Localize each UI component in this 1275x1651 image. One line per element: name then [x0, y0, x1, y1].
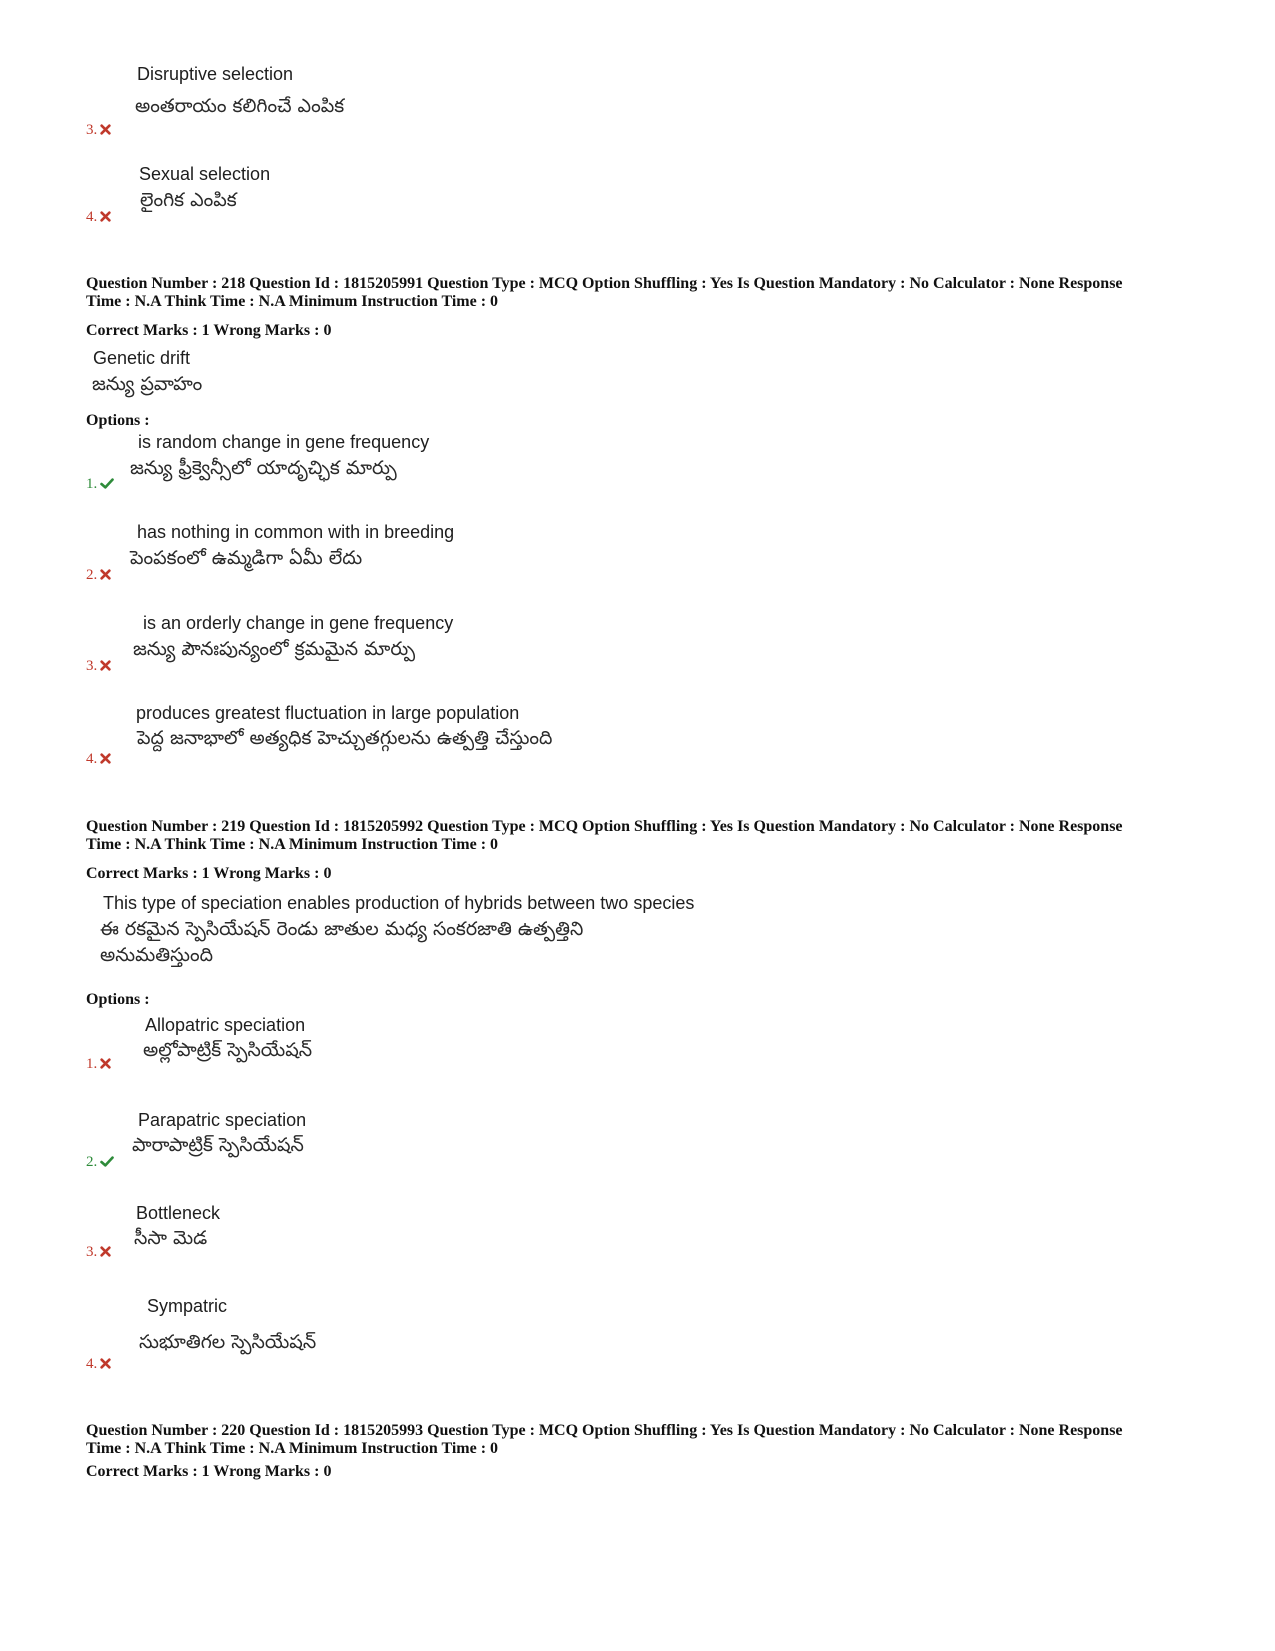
q219-meta — [86, 818, 1196, 854]
q218-meta-line1: Question Number : 218 Question Id : 1815205991 Question Type : MCQ Option Shuffling : Yes Is Question Mandatory : No Calculator : None Response — [86, 275, 1123, 292]
q218-option-3-text-te: జన్యు పౌనఃపున్యంలో క్రమమైన మార్పు — [133, 638, 416, 660]
q220-meta — [86, 1422, 1196, 1458]
option-number-label: 1. — [86, 1056, 98, 1072]
q218-option-2-text-te: పెంపకంలో ఉమ్మడిగా ఏమీ లేదు — [130, 547, 363, 569]
q218-option-4-text-en: produces greatest fluctuation in large population — [136, 703, 520, 723]
q218-meta-line2: Time : N.A Think Time : N.A Minimum Instruction Time : 0 — [86, 293, 499, 310]
q219-option-3-text-te: సీసా మెడ — [134, 1227, 208, 1249]
q219-question-te-line1: ఈ రకమైన స్పెసియేషన్ రెండు జాతుల మధ్య సంకరజాతి ఉత్పత్తిని — [100, 918, 584, 940]
q218-option-1-text-te: జన్యు ఫ్రీక్వెన్సీలో యాదృచ్ఛిక మార్పు — [130, 457, 397, 479]
q217-option-3-text-en: Disruptive selection — [137, 64, 294, 84]
option-number-label: 2. — [86, 1154, 98, 1170]
q218-options-label: Options : — [86, 412, 150, 429]
wrong-cross-icon — [100, 1246, 111, 1257]
option-number-label: 3. — [86, 122, 98, 138]
q219-options-label: Options : — [86, 991, 150, 1008]
wrong-cross-icon — [100, 569, 111, 580]
wrong-cross-icon — [100, 211, 111, 222]
q217-option-4-text-te: లైంగిక ఎంపిక — [140, 189, 237, 211]
wrong-cross-icon — [100, 124, 111, 135]
q218-option-3-text-en: is an orderly change in gene frequency — [143, 613, 454, 633]
q219-option-1-number — [86, 1056, 111, 1073]
q218-question-en: Genetic drift — [93, 348, 191, 368]
q219-option-1-text-en: Allopatric speciation — [145, 1015, 306, 1035]
option-number-label: 4. — [86, 1356, 98, 1372]
wrong-cross-icon — [100, 1058, 111, 1069]
q218-option-2-number — [86, 567, 111, 584]
q220-marks: Correct Marks : 1 Wrong Marks : 0 — [86, 1463, 332, 1480]
q219-meta-line2: Time : N.A Think Time : N.A Minimum Instruction Time : 0 — [86, 836, 499, 853]
correct-check-icon — [100, 478, 114, 489]
q218-option-1-text-en: is random change in gene frequency — [138, 432, 430, 452]
q219-option-4-text-en: Sympatric — [147, 1296, 228, 1316]
q220-meta-line1: Question Number : 220 Question Id : 1815205993 Question Type : MCQ Option Shuffling : Yes Is Question Mandatory : No Calculator : None Response — [86, 1422, 1123, 1439]
q218-option-1-number — [86, 476, 114, 493]
q218-marks: Correct Marks : 1 Wrong Marks : 0 — [86, 322, 332, 339]
q219-option-4-number — [86, 1356, 111, 1373]
q219-meta-line1: Question Number : 219 Question Id : 1815205992 Question Type : MCQ Option Shuffling : Yes Is Question Mandatory : No Calculator : None Response — [86, 818, 1123, 835]
q219-option-3-text-en: Bottleneck — [136, 1203, 221, 1223]
q218-option-4-number — [86, 751, 111, 768]
q219-option-4-text-te: సుభూతిగల స్పెసియేషన్ — [139, 1331, 317, 1353]
option-number-label: 2. — [86, 567, 98, 583]
q218-option-4-text-te: పెద్ద జనాభాలో అత్యధిక హెచ్చుతగ్గులను ఉత్పత్తి చేస్తుంది — [137, 727, 553, 749]
q219-option-2-text-en: Parapatric speciation — [138, 1110, 307, 1130]
q219-marks: Correct Marks : 1 Wrong Marks : 0 — [86, 865, 332, 882]
wrong-cross-icon — [100, 753, 111, 764]
q219-option-1-text-te: అల్లోపాట్రిక్ స్పెసియేషన్ — [143, 1039, 313, 1061]
q217-option-3-number — [86, 122, 111, 139]
q218-option-3-number — [86, 658, 111, 675]
q219-option-2-text-te: పారాపాట్రిక్ స్పెసియేషన్ — [132, 1134, 304, 1156]
wrong-cross-icon — [100, 660, 111, 671]
option-number-label: 4. — [86, 751, 98, 767]
option-number-label: 3. — [86, 1244, 98, 1260]
correct-check-icon — [100, 1156, 114, 1167]
q219-option-3-number — [86, 1244, 111, 1261]
q217-option-4-number — [86, 209, 111, 226]
q217-option-3-text-te: అంతరాయం కలిగించే ఎంపిక — [135, 95, 345, 117]
q219-option-2-number — [86, 1154, 114, 1171]
q218-option-2-text-en: has nothing in common with in breeding — [137, 522, 455, 542]
q217-option-4-text-en: Sexual selection — [139, 164, 271, 184]
wrong-cross-icon — [100, 1358, 111, 1369]
option-number-label: 4. — [86, 209, 98, 225]
q220-meta-line2: Time : N.A Think Time : N.A Minimum Instruction Time : 0 — [86, 1440, 499, 1457]
option-number-label: 1. — [86, 476, 98, 492]
option-number-label: 3. — [86, 658, 98, 674]
q218-question-te: జన్యు ప్రవాహం — [92, 373, 203, 395]
q219-question-te-line2: అనుమతిస్తుంది — [100, 944, 214, 966]
q219-question-en: This type of speciation enables production of hybrids between two species — [103, 893, 695, 913]
q218-meta — [86, 275, 1196, 311]
